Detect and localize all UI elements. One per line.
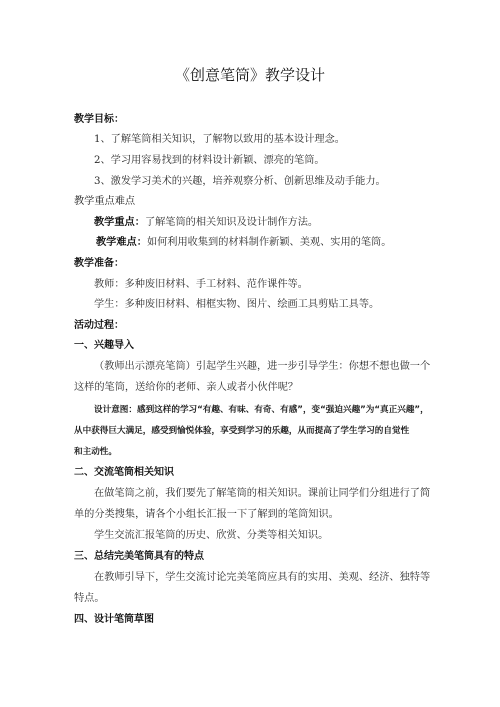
section-2-heading: 二、交流笔筒相关知识: [74, 467, 174, 478]
section-1-line-2: 这样的笔筒，送给你的老师、亲人或者小伙伴呢？: [74, 382, 299, 393]
focus-text: 了解笔筒的相关知识及设计制作方法。: [144, 217, 319, 228]
process-heading: 活动过程：: [74, 320, 124, 331]
prep-teacher: 教师：多种废旧材料、手工材料、范作课件等。: [94, 279, 308, 290]
difficulty-label: 教学难点：: [96, 237, 147, 248]
design-note-line-2: 从中获得巨大满足，感受到愉悦体验，享受到学习的乐趣，从而提高了学生学习的自觉性: [74, 426, 410, 436]
section-1-line-1: （教师出示漂亮笔筒）引起学生兴趣，进一步引导学生：你想不想也做一个: [94, 361, 431, 372]
section-4-heading: 四、设计笔筒草图: [74, 614, 154, 625]
section-3-line-1: 在教师引导下，学生交流讨论完美笔筒应具有的实用、美观、经济、独特等: [94, 572, 431, 583]
difficulty-line: [96, 236, 391, 250]
prep-heading: 教学准备：: [74, 258, 124, 269]
section-3-line-2: 特点。: [74, 593, 105, 604]
document-title: 《创意笔筒》教学设计: [174, 66, 325, 84]
goals-heading: 教学目标：: [74, 114, 124, 125]
section-2-line-2: 单的分类搜集，请各个小组长汇报一下了解到的笔筒知识。: [74, 509, 339, 520]
goal-item-2: 2、学习用容易找到的材料设计新颖、漂亮的笔筒。: [94, 155, 325, 166]
design-note-line-3: 和主动性。: [74, 447, 117, 457]
section-1-heading: 一、兴趣导入: [74, 340, 134, 351]
goal-item-1: 1、了解笔筒相关知识，了解物以致用的基本设计理念。: [94, 134, 345, 145]
goal-item-3: 3、激发学习美术的兴趣，培养观察分析、创新思维及动手能力。: [94, 176, 386, 187]
difficulty-text: 如何利用收集到的材料制作新颖、美观、实用的笔筒。: [146, 237, 392, 248]
focus-line: [94, 216, 318, 230]
focus-label: 教学重点：: [94, 217, 145, 228]
section-2-line-1: 在做笔筒之前，我们要先了解笔筒的相关知识。课前让同学们分组进行了简: [94, 488, 431, 499]
design-note-line-1: 设计意图：感到这样的学习“有趣、有味、有奇、有感”，变“强迫兴趣”为“真正兴趣”，: [94, 405, 429, 415]
section-3-heading: 三、总结完美笔筒具有的特点: [74, 551, 204, 562]
prep-student: 学生：多种废旧材料、相框实物、图片、绘画工具剪贴工具等。: [94, 299, 380, 310]
section-2-line-3: 学生交流汇报笔筒的历史、欣赏、分类等相关知识。: [94, 530, 329, 541]
keypoints-heading: 教学重点难点: [74, 196, 136, 207]
